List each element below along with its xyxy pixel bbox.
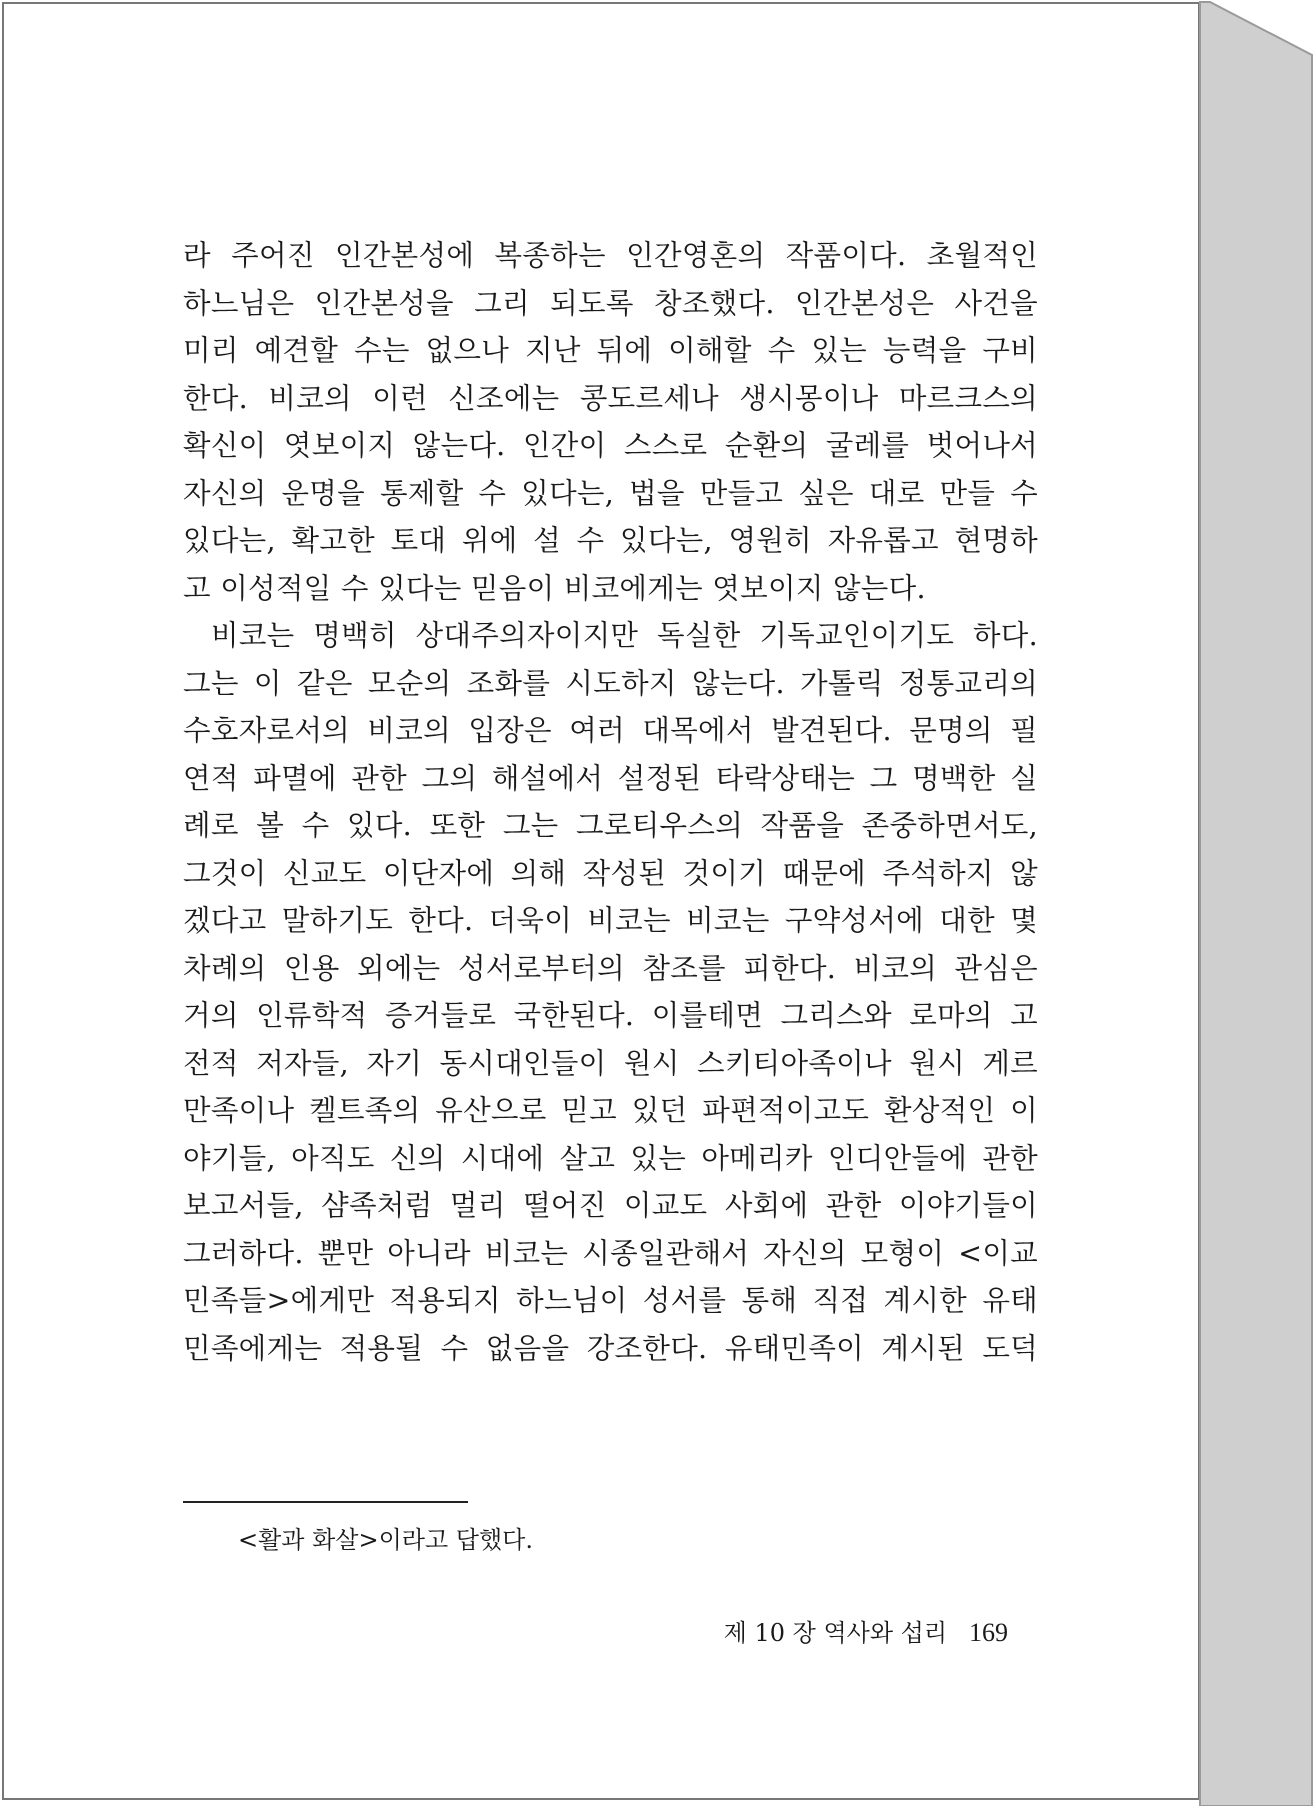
- paragraph-1: [183, 232, 1038, 612]
- text-line: 연적 파멸에 관한 그의 해설에서 설정된 타락상태는 그 명백한 실: [183, 761, 1038, 795]
- text-line: 미리 예견할 수는 없으나 지난 뒤에 이해할 수 있는 능력을 구비: [183, 334, 1038, 367]
- running-footer: [724, 1613, 1008, 1648]
- text-line: 차례의 인용 외에는 성서로부터의 참조를 피한다. 비코의 관심은: [183, 951, 1038, 985]
- text-line: 민족들>에게만 적용되지 하느님이 성서를 통해 직접 계시한 유태: [183, 1284, 1038, 1317]
- text-line: 그것이 신교도 이단자에 의해 작성된 것이기 때문에 주석하지 않: [183, 856, 1038, 890]
- text-line: 겠다고 말하기도 한다. 더욱이 비코는 비코는 구약성서에 대한 몇: [183, 904, 1038, 937]
- chapter-title: 제 10 장 역사와 섭리: [723, 1619, 947, 1647]
- footnote-text: <활과 화살>이라고 답했다.: [238, 1526, 533, 1554]
- text-line: 전적 저자들, 자기 동시대인들이 원시 스키티아족이나 원시 게르: [183, 1046, 1038, 1080]
- text-line: 거의 인류학적 증거들로 국한된다. 이를테면 그리스와 로마의 고: [183, 999, 1038, 1032]
- text-line: 보고서들, 샴족처럼 멀리 떨어진 이교도 사회에 관한 이야기들이: [183, 1189, 1038, 1222]
- text-line: 만족이나 켈트족의 유산으로 믿고 있던 파편적이고도 환상적인 이: [183, 1094, 1038, 1127]
- text-line: 하느님은 인간본성을 그리 되도록 창조했다. 인간본성은 사건을: [183, 286, 1038, 320]
- text-line: 민족에게는 적용될 수 없음을 강조한다. 유태민족이 계시된 도덕: [183, 1331, 1038, 1365]
- text-line: 라 주어진 인간본성에 복종하는 인간영혼의 작품이다. 초월적인: [183, 239, 1038, 272]
- body-text: [183, 232, 1038, 1372]
- text-line: 한다. 비코의 이런 신조에는 콩도르세나 생시몽이나 마르크스의: [183, 381, 1038, 415]
- text-line: 그러하다. 뿐만 아니라 비코는 시종일관해서 자신의 모형이 <이교: [183, 1236, 1038, 1270]
- paragraph-2: [183, 612, 1038, 1372]
- text-line: 자신의 운명을 통제할 수 있다는, 법을 만들고 싶은 대로 만들 수: [183, 476, 1038, 510]
- text-line: 수호자로서의 비코의 입장은 여러 대목에서 발견된다. 문명의 필: [183, 714, 1038, 747]
- text-line: 그는 이 같은 모순의 조화를 시도하지 않는다. 가톨릭 정통교리의: [183, 666, 1038, 700]
- text-line: 야기들, 아직도 신의 시대에 살고 있는 아메리카 인디안들에 관한: [183, 1141, 1038, 1175]
- text-line: 비코는 명백히 상대주의자이지만 독실한 기독교인이기도 하다.: [211, 619, 1038, 652]
- page-number: 169: [969, 1618, 1008, 1647]
- text-line: 확신이 엿보이지 않는다. 인간이 스스로 순환의 굴레를 벗어나서: [183, 429, 1038, 462]
- text-line: 례로 볼 수 있다. 또한 그는 그로티우스의 작품을 존중하면서도,: [183, 809, 1038, 842]
- text-line: 있다는, 확고한 토대 위에 설 수 있다는, 영원히 자유롭고 현명하: [183, 524, 1038, 557]
- footnote-divider: [183, 1501, 468, 1503]
- text-line: 고 이성적일 수 있다는 믿음이 비코에게는 엿보이지 않는다.: [183, 571, 926, 605]
